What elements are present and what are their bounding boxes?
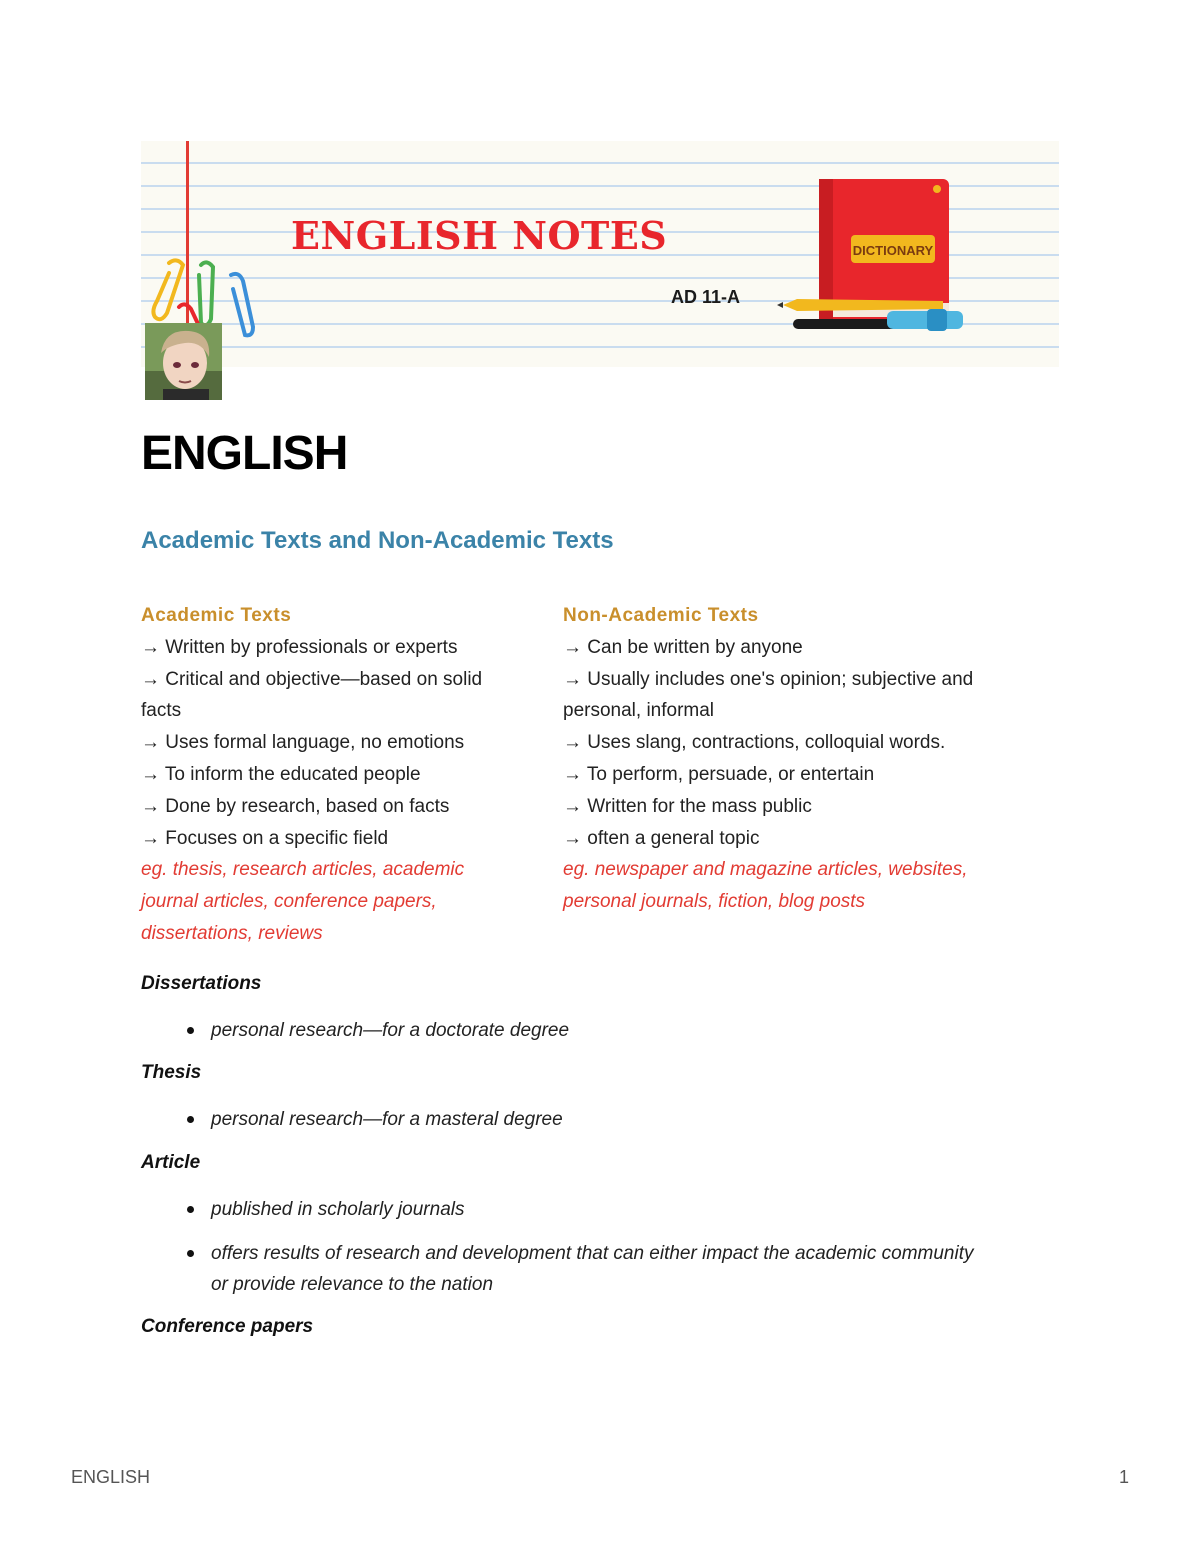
bullet-icon — [187, 1116, 194, 1123]
book-label: DICTIONARY — [852, 243, 934, 258]
list-item: → Uses formal language, no emotions — [141, 732, 465, 754]
definition-bullet: personal research—for a doctorate degree — [211, 1020, 570, 1041]
non-academic-examples: eg. newspaper and magazine articles, websites, personal journals, fiction, blog posts — [563, 859, 968, 913]
document-title: ENGLISH — [141, 427, 348, 480]
term-thesis: Thesis — [141, 1062, 202, 1083]
term-article: Article — [141, 1152, 201, 1173]
dictionary-book-icon — [777, 173, 977, 353]
list-item: → often a general topic — [563, 827, 760, 849]
list-item: → To perform, persuade, or entertain — [563, 763, 875, 785]
footer-title: ENGLISH — [71, 1467, 151, 1487]
definition-bullet: offers results of research and development that can either impact the academic community or provide relevance to the nation — [211, 1243, 974, 1295]
bullet-icon — [187, 1206, 194, 1213]
list-item: → Critical and objective—based on solid facts — [141, 668, 483, 722]
header-banner — [141, 141, 1059, 367]
list-item: → Uses slang, contractions, colloquial words. — [563, 732, 946, 754]
non-academic-texts-column — [563, 600, 1033, 918]
list-item: → Usually includes one's opinion; subjective and personal, informal — [563, 668, 974, 722]
class-label: AD 11-A — [671, 287, 741, 307]
list-item: → Done by research, based on facts — [141, 795, 450, 817]
term-dissertations: Dissertations — [141, 973, 262, 994]
list-item: → Written by professionals or experts — [141, 636, 458, 658]
list-item: → Written for the mass public — [563, 795, 812, 817]
avatar — [145, 323, 222, 400]
definition-bullet: personal research—for a masteral degree — [211, 1109, 563, 1130]
academic-examples: eg. thesis, research articles, academic journal articles, conference papers, dissertations, reviews — [141, 859, 465, 944]
list-item: → Can be written by anyone — [563, 636, 803, 658]
banner-title: ENGLISH NOTES — [291, 213, 668, 258]
list-item: → To inform the educated people — [141, 763, 421, 785]
academic-texts-heading: Academic Texts — [141, 605, 292, 626]
academic-texts-column — [141, 600, 521, 950]
bullet-icon — [187, 1027, 194, 1034]
definition-bullet: published in scholarly journals — [211, 1199, 465, 1220]
bullet-icon — [187, 1250, 194, 1257]
section-heading: Academic Texts and Non-Academic Texts — [141, 527, 614, 554]
page-number: 1 — [1119, 1467, 1130, 1487]
list-item: → Focuses on a specific field — [141, 827, 389, 849]
term-conference-papers: Conference papers — [141, 1316, 314, 1337]
non-academic-texts-heading: Non-Academic Texts — [563, 605, 759, 626]
